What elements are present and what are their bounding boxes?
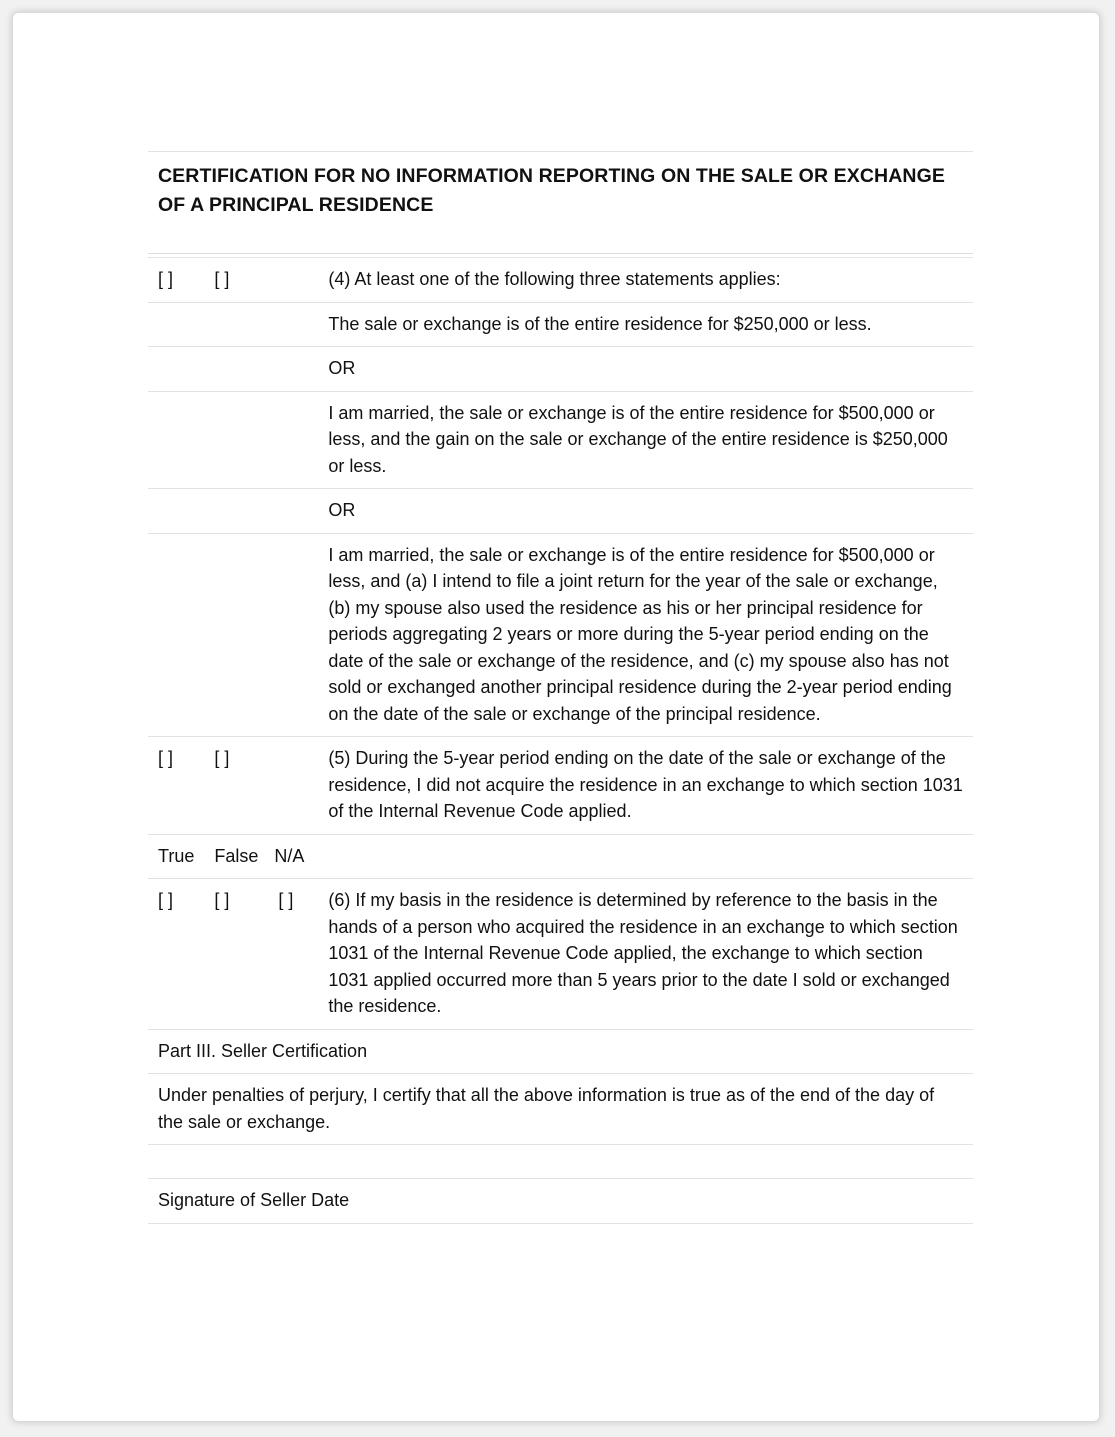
part-3-heading-row [148, 1029, 973, 1074]
item-5-false-checkbox[interactable]: [ ] [214, 748, 230, 768]
item-5-text: (5) During the 5-year period ending on the date of the sale or exchange of the residence, I did not acquire the residence in an exchange to which section 1031 of the Internal Revenue Code applied. [318, 737, 973, 835]
item-6-false-checkbox[interactable]: [ ] [214, 890, 230, 910]
spacer-row [148, 1145, 973, 1179]
item-4-statement-a-row [148, 302, 973, 347]
signature-row [148, 1179, 973, 1224]
item-6-na-checkbox[interactable]: [ ] [278, 890, 294, 910]
item-4-or-row-2 [148, 489, 973, 534]
certification-table [148, 258, 973, 1224]
item-6-text: (6) If my basis in the residence is determined by reference to the basis in the hands of a person who acquired the residence in an exchange to which section 1031 of the Internal Revenue Code applied, the exchange to which section 1031 applied occurred more than 5 years prior to the date I sold or exchanged the residence. [318, 879, 973, 1030]
item-6-row [148, 879, 973, 1030]
item-4-statement-b: I am married, the sale or exchange is of the entire residence for $500,000 or less, and the gain on the sale or exchange of the entire residence is $250,000 or less. [318, 391, 973, 489]
title-block [148, 151, 973, 253]
item-4-statement-c-row [148, 533, 973, 737]
item-4-false-checkbox[interactable]: [ ] [214, 269, 230, 289]
item-4-statement-c: I am married, the sale or exchange is of the entire residence for $500,000 or less, and (a) I intend to file a joint return for the year of the sale or exchange, (b) my spouse also used the residence as his or her principal residence for periods aggregating 2 years or more during the 5-year period ending on the date of the sale or exchange of the residence, and (c) my spouse also has not sold or exchanged another principal residence during the 2-year period ending on the date of the sale or exchange of the principal residence. [318, 533, 973, 737]
page-title: CERTIFICATION FOR NO INFORMATION REPORTING ON THE SALE OR EXCHANGE OF A PRINCIPAL RESIDENCE [158, 165, 945, 216]
part-3-heading: Part III. Seller Certification [148, 1029, 973, 1074]
na-column-header: N/A [268, 834, 318, 879]
document-page [12, 12, 1100, 1422]
item-5-true-checkbox[interactable]: [ ] [158, 748, 174, 768]
item-4-text: (4) At least one of the following three statements applies: [318, 258, 973, 302]
item-5-row [148, 737, 973, 835]
item-4-or-2: OR [318, 489, 973, 534]
item-6-true-checkbox[interactable]: [ ] [158, 890, 174, 910]
item-4-statement-a: The sale or exchange is of the entire residence for $250,000 or less. [318, 302, 973, 347]
item-4-or-1: OR [318, 347, 973, 392]
true-column-header: True [148, 834, 204, 879]
item-4-statement-b-row [148, 391, 973, 489]
signature-line[interactable]: Signature of Seller Date [148, 1179, 973, 1224]
item-4-or-row-1 [148, 347, 973, 392]
item-4-row [148, 258, 973, 302]
part-3-statement: Under penalties of perjury, I certify that all the above information is true as of the end of the day of the sale or exchange. [148, 1074, 973, 1145]
part-3-statement-row [148, 1074, 973, 1145]
item-4-true-checkbox[interactable]: [ ] [158, 269, 174, 289]
column-header-row [148, 834, 973, 879]
false-column-header: False [204, 834, 268, 879]
form-content [148, 151, 973, 1224]
